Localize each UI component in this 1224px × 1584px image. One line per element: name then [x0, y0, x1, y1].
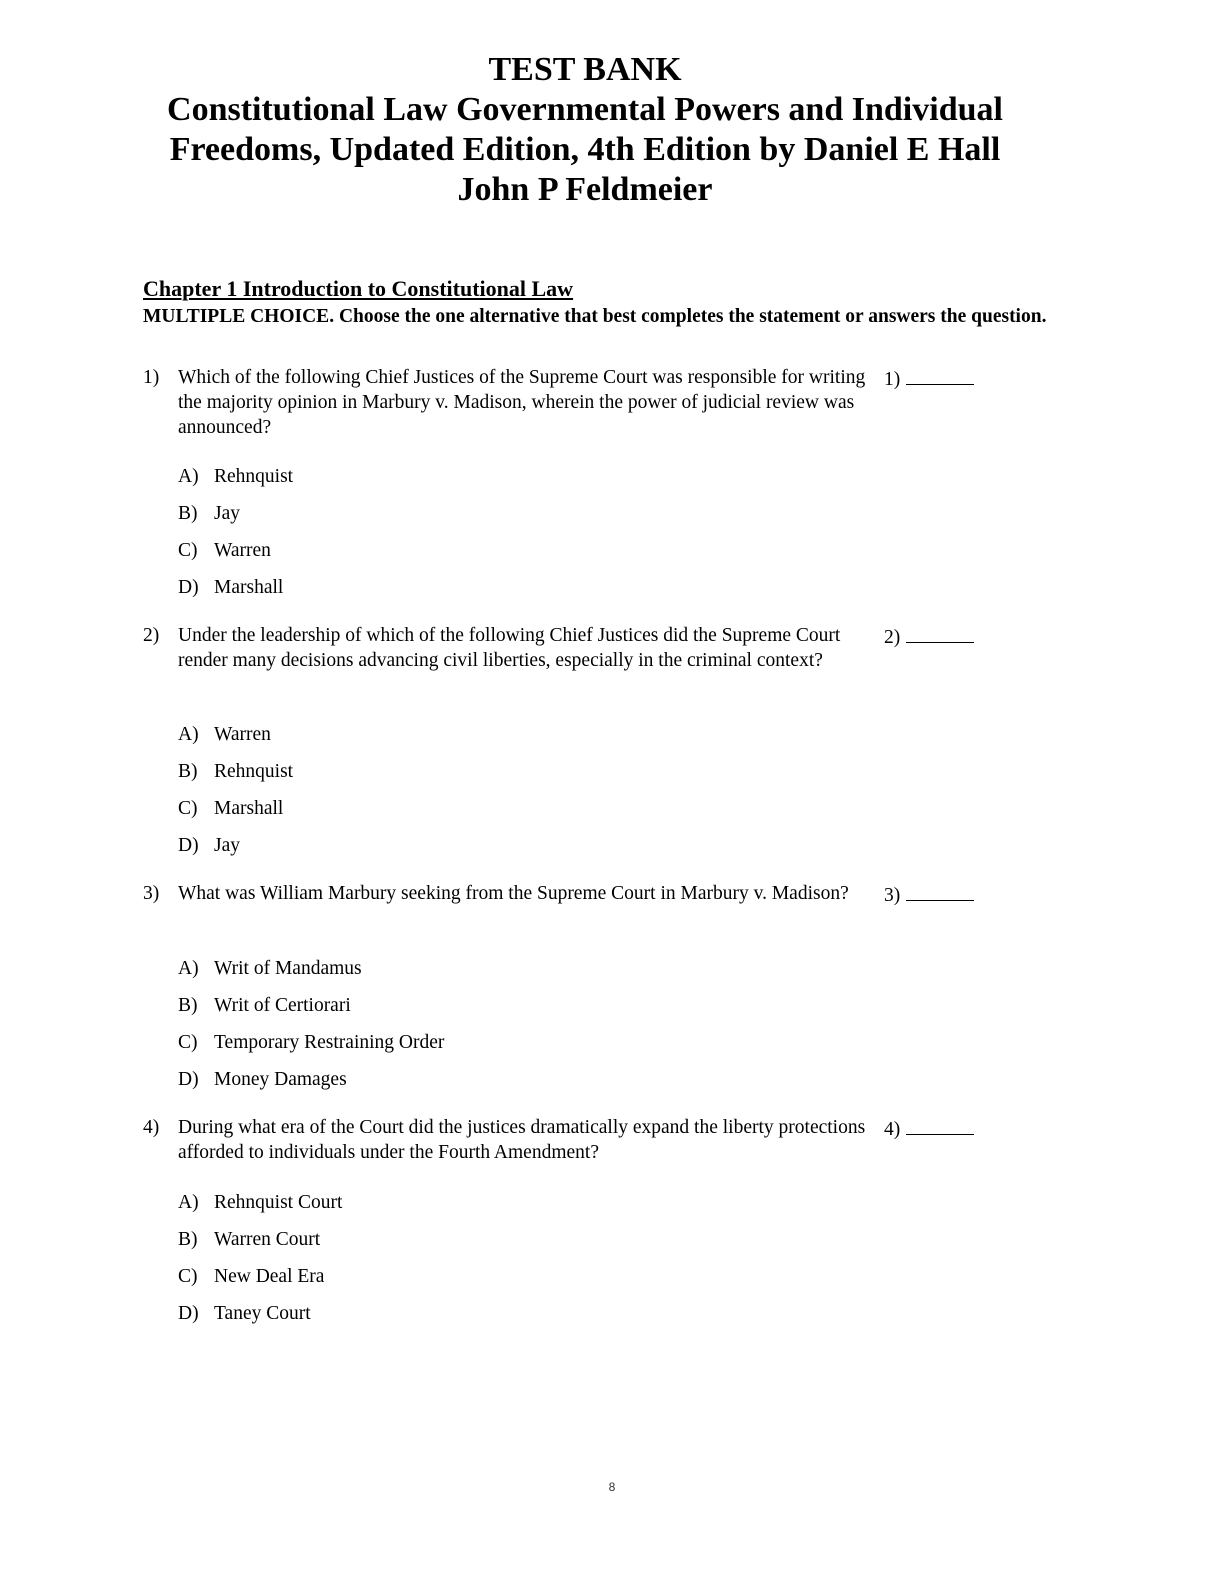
answer-blank[interactable]	[884, 1115, 974, 1142]
document-title	[120, 50, 1050, 210]
page-number: 8	[608, 1480, 616, 1494]
option-letter: B)	[178, 503, 198, 524]
question-number: 3)	[143, 883, 160, 904]
option-letter: C)	[178, 540, 198, 561]
option-letter: B)	[178, 995, 198, 1016]
answer-blank[interactable]	[884, 881, 974, 908]
option-letter: C)	[178, 798, 198, 819]
option-text: Rehnquist	[214, 761, 294, 782]
option-text: Money Damages	[214, 1069, 347, 1090]
answer-blank-label: 2)	[884, 627, 901, 648]
title-line-1: TEST BANK	[488, 51, 682, 88]
option-text: Writ of Certiorari	[214, 995, 351, 1016]
question-text: Which of the following Chief Justices of the Supreme Court was responsible for writing the majority opinion in Marbury v. Madison, wherein the power of judicial review was announced?	[178, 367, 866, 438]
option-text: New Deal Era	[214, 1266, 325, 1287]
answer-blank-label: 3)	[884, 885, 901, 906]
answer-line	[906, 623, 974, 643]
option-letter: B)	[178, 761, 198, 782]
chapter-heading: Chapter 1 Introduction to Constitutional Law	[143, 276, 574, 301]
option-text: Marshall	[214, 577, 284, 598]
option-text: Warren	[214, 540, 271, 561]
option-text: Taney Court	[214, 1303, 311, 1324]
option-b	[178, 759, 293, 784]
option-text: Rehnquist	[214, 466, 294, 487]
option-letter: C)	[178, 1266, 198, 1287]
answer-line	[906, 881, 974, 901]
title-line-2: Constitutional Law Governmental Powers and Individual	[167, 91, 1003, 128]
option-letter: A)	[178, 724, 199, 745]
option-text: Jay	[214, 835, 240, 856]
question-text: During what era of the Court did the justices dramatically expand the liberty protections afforded to individuals under the Fourth Amendment?	[178, 1117, 866, 1163]
option-letter: A)	[178, 1192, 199, 1213]
question-text: Under the leadership of which of the following Chief Justices did the Supreme Court render many decisions advancing civil liberties, especially in the criminal context?	[178, 625, 841, 671]
answer-line	[906, 365, 974, 385]
option-c	[178, 796, 283, 821]
option-letter: D)	[178, 1069, 199, 1090]
option-c	[178, 1264, 324, 1289]
question-text: What was William Marbury seeking from the Supreme Court in Marbury v. Madison?	[178, 883, 849, 904]
title-line-4: John P Feldmeier	[457, 171, 713, 208]
option-d	[178, 575, 283, 600]
option-letter: C)	[178, 1032, 198, 1053]
option-letter: D)	[178, 835, 199, 856]
option-d	[178, 833, 240, 858]
answer-line	[906, 1115, 974, 1135]
option-c	[178, 538, 271, 563]
option-b	[178, 1227, 320, 1252]
option-text: Marshall	[214, 798, 284, 819]
answer-blank-label: 1)	[884, 369, 901, 390]
option-a	[178, 956, 362, 981]
option-letter: B)	[178, 1229, 198, 1250]
option-letter: D)	[178, 577, 199, 598]
option-letter: A)	[178, 466, 199, 487]
option-b	[178, 501, 240, 526]
option-text: Jay	[214, 503, 240, 524]
option-d	[178, 1067, 347, 1092]
option-c	[178, 1030, 444, 1055]
option-b	[178, 993, 351, 1018]
option-a	[178, 1190, 342, 1215]
option-letter: A)	[178, 958, 199, 979]
question-number: 2)	[143, 625, 160, 646]
question-number: 4)	[143, 1117, 160, 1138]
question-number: 1)	[143, 367, 160, 388]
option-a	[178, 722, 271, 747]
title-line-3: Freedoms, Updated Edition, 4th Edition by Daniel E Hall	[169, 131, 1001, 168]
option-text: Rehnquist Court	[214, 1192, 343, 1213]
option-text: Writ of Mandamus	[214, 958, 362, 979]
answer-blank[interactable]	[884, 365, 974, 392]
option-a	[178, 464, 293, 489]
answer-blank[interactable]	[884, 623, 974, 650]
option-text: Temporary Restraining Order	[214, 1032, 445, 1053]
answer-blank-label: 4)	[884, 1119, 901, 1140]
option-d	[178, 1301, 311, 1326]
option-text: Warren Court	[214, 1229, 321, 1250]
option-letter: D)	[178, 1303, 199, 1324]
section-instructions: MULTIPLE CHOICE. Choose the one alternative that best completes the statement or answers the question.	[143, 306, 1047, 327]
option-text: Warren	[214, 724, 271, 745]
